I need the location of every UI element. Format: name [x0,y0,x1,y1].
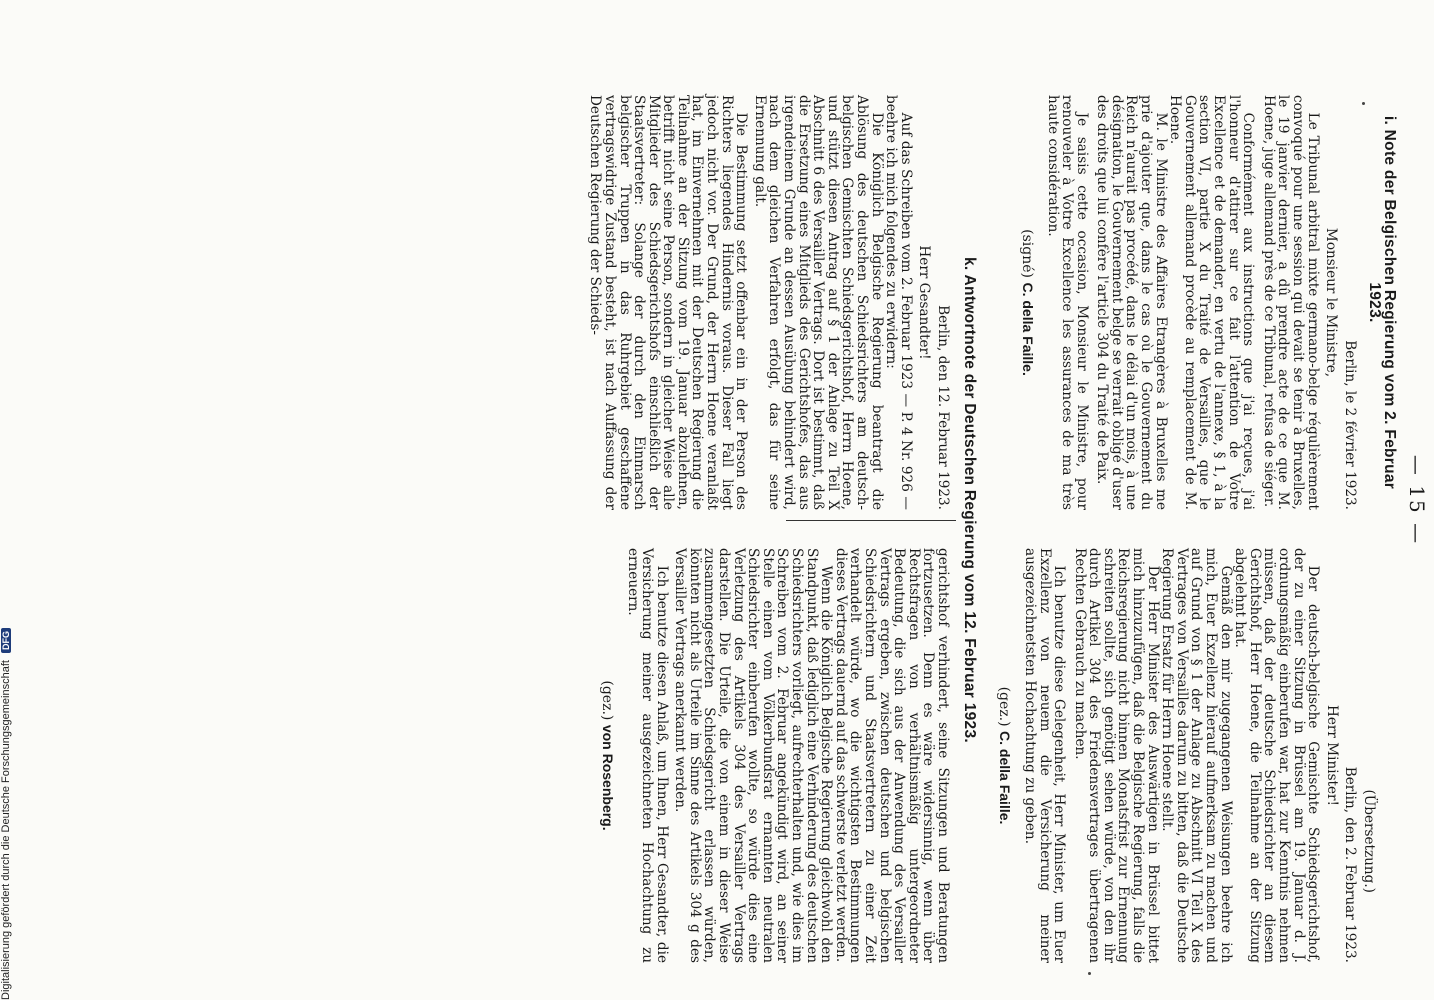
translation-note: (Übersetzung.) [1361,789,1377,893]
de-salutation: Herr Gesandter! [916,245,933,360]
left-column-bottom [588,95,950,510]
reply-signed-name: von Rosenberg. [599,724,616,831]
de-paragraph: Auf das Schreiben vom 2. Februar 1923 — P. 4 Nr. 926 — beehre ich mich folgendes zu erwidern: [883,95,914,510]
page-number: — 15 — [1405,454,1429,546]
fr-signed-name: C. della Faille. [1019,282,1036,376]
section-heading-k: k. Antwortnote der Deutschen Regierung vom 12. Februar 1923. [961,257,978,743]
right-column-top [997,548,1396,963]
column-divider [786,520,956,521]
reply-paragraph: Wenn die Königlich Belgische Regierung gleichwohl den Standpunkt, daß lediglich eine Verhinderung des deutschen Schiedsrichters vorliegt, aufrechterhalten und, wie dies im Schreiben vom 2. Februar angekündigt wird, an seiner Stelle einen vom Völkerbundsrat ernannten neutralen Schiedsrichter einberufen wollte, so würde dies eine Verletzung des Artikels 304 des Versailler Vertrags darstellen. Die Urteile, die von einem in dieser Weise zusammengesetzten Schiedsgericht erlassen würden, könnten nicht als Urteile im Sinne des Artikels 304 g des Versailler Vertrags anerkannt werden. [672,548,835,963]
de-paragraph: Die Bestimmung setzt offenbar ein in der Person des Richters liegendes Hindernis voraus. Dieser Fall liegt jedoch nicht vor. Der Grund, der Herrn Hoene veranlaßt hat, im Einvernehmen mit der Deutschen Regierung die Teilnahme an der Sitzung vom 19. Januar abzulehnen, betrifft nicht seine Person, sondern in gleicher Weise alle Mitglieder des Schiedsgerichtshofs einschließlich der Staatsvertreter: Solange der durch den Einmarsch belgischer Truppen in das Ruhrgebiet geschaffene vertragswidrige Zustand besteht, ist nach Auffassung der Deutschen Regierung der Schieds- [587,95,750,510]
digitization-footer [0,0,20,1000]
fr-paragraph: Le Tribunal arbitral mixte germano-belge régulièrement convoqué pour une session qui devait se tenir à Bruxelles, le 19 janvier dernier, a dû prendre acte de ce que M. Hoene, juge allemand près de ce Tribunal, refusa de siéger. [1260,95,1321,510]
de-paragraph: Die Königlich Belgische Regierung beantragt die Ablösung des deutschen Schiedsrichters am deutsch-belgischen Gemischten Schiedsgerichtshof, Herrn Hoene, und stützt diesen Antrag auf § 1 der Anlage zu Teil X Abschnitt 6 des Versailler Vertrags. Dort ist bestimmt, daß die Ersetzung eines Mitglieds des Gerichtshofes, das aus irgendeinem Grunde an dessen Ausübung behindert wird, nach dem gleichen Verfahren erfolgt, das für seine Ernennung galt. [751,95,885,510]
fr-date: Berlin, le 2 février 1923. [1341,340,1358,510]
fr-paragraph: Je saisis cette occasion, Monsieur le Ministre, pour renouveler à Votre Excellence les assurances de ma très haute considération. [1044,95,1090,510]
translation-paragraph: Gemäß den mir zugegangenen Weisungen beehre ich mich, Euer Exzellenz hierauf aufmerksam zu machen und auf Grund von § 1 der Anlage zu Abschnitt VI Teil X des Vertrages von Versailles darum zu bitten, daß die Deutsche Regierung Ersatz für Herrn Hoene stellt. [1159,548,1234,963]
reply-paragraph: Ich benutze diesen Anlaß, um Ihnen, Herr Gesandter, die Versicherung meiner ausgezeichneten Hochachtung zu erneuern. [624,548,670,963]
section-heading-i: i. Note der Belgischen Regierung vom 2. Februar 1923. [1366,115,1398,490]
de-date: Berlin, den 12. Februar 1923. [935,305,951,510]
footer-text: Digitalisierung gefördert durch die Deutsche Forschungsgemeinschaft [0,660,12,1000]
translation-signed-name: C. della Faille. [997,731,1014,825]
fr-paragraph: M. le Ministre des Affaires Etrangères à Bruxelles me prie d'ajouter que, dans le cas où le Gouvernement du Reich n'aurait pas procédé, dans le délai d'un mois, à une désignation, le Gouvernement belge se verrait obligé d'user des droits que lui confère l'article 304 du Traité de Paix. [1094,95,1169,510]
translation-paragraph: Der Herr Minister des Auswärtigen in Brüssel bittet mich hinzuzufügen, daß die Belgische Regierung, falls die Reichsregierung nicht binnen Monatsfrist zur Ernennung schreiten sollte, sich genötigt sehen würde, von den ihr durch Artikel 304 des Friedensvertrages übertragenen Rechten Gebrauch zu machen. [1071,548,1161,963]
fr-paragraph: Conformément aux instructions que j'ai reçues, j'ai l'honneur d'attirer sur ce fait l'attention de Votre Excellence et de demander, en vertu de l'annexe, § 1, à la section VI, partie X du Traité de Versailles, que le Gouvernement allemand procède au remplacement de M. Hoene. [1167,95,1257,510]
reply-signed-prefix: (gez.) [598,680,615,721]
left-column-top [1019,95,1396,510]
fr-signature [1019,95,1035,510]
fr-salutation: Monsieur le Ministre, [1323,227,1340,378]
translation-paragraph: Der deutsch-belgische Gemischte Schiedsgerichtshof, der zu einer Sitzung in Brüssel am 19. Januar d. J. ordnungsmäßig einberufen war, hat zur Kenntnis nehmen müssen, daß der deutsche Schiedsrichter an diesem Gerichtshof, Herr Hoene, die Teilnahme an der Sitzung abgelehnt hat. [1232,548,1322,963]
dfg-logo: DFG [1,628,11,653]
translation-paragraph: Ich benutze diese Gelegenheit, Herr Minister, um Euer Exzellenz von neuem die Versicherung meiner ausgezeichnetsten Hochachtung zu geben. [1021,548,1068,963]
right-column-bottom [599,548,950,963]
fr-signed-prefix: (signé) [1018,229,1035,279]
de-salutation-translation: Herr Minister! [1323,704,1340,807]
translation-signed-prefix: (gez.) [996,686,1013,727]
reply-signature [599,548,615,963]
de-date-translation: Berlin, den 2. Februar 1923. [1342,766,1359,963]
reply-paragraph: gerichtshof verhindert, seine Sitzungen und Beratungen fortzusetzen. Denn es wäre widersinnig, wenn über Rechtsfragen von verhältnismäßig untergeordneter Bedeutung, die sich aus der Anwendung des Versailler Vertrags ergeben, zwischen deutschen und belgischen Schiedsrichtern und Staatsvertretern zu einer Zeit verhandelt würde, wo die wichtigsten Bestimmungen dieses Vertrags dauernd auf das schwerste verletzt werden. [832,548,951,963]
translation-signature [997,548,1013,963]
